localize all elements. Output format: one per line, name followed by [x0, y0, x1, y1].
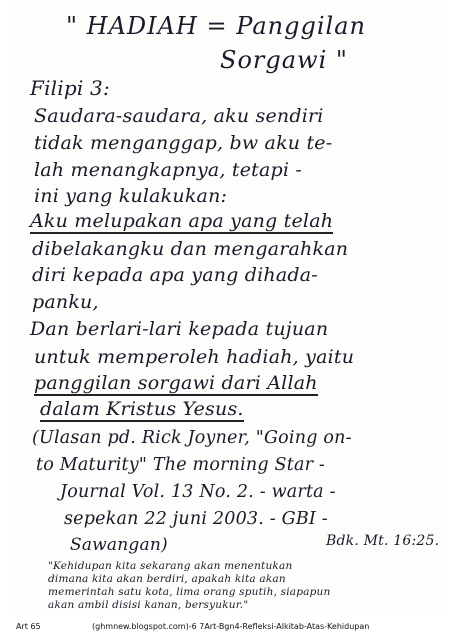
text-line: Dan berlari-lari kepada tujuan — [30, 318, 329, 340]
cross-reference: Bdk. Mt. 16:25. — [326, 533, 440, 549]
handwritten-page — [8, 2, 448, 614]
text-line-underlined: Aku melupakan apa yang telah — [30, 210, 334, 232]
quote-line: memerintah satu kota, lima orang sputih, siapapun — [48, 586, 331, 598]
footer-left-label: Art 65 — [16, 622, 41, 631]
text-line: lah menangkapnya, tetapi - — [34, 159, 303, 181]
footer — [0, 620, 452, 636]
text-line: sepekan 22 juni 2003. - GBI - — [64, 509, 328, 529]
title-line-2: Sorgawi " — [220, 46, 348, 74]
text-line: Journal Vol. 13 No. 2. - warta - — [60, 482, 336, 502]
text-line: ini yang kulakukan: — [34, 185, 228, 207]
quote-line: dimana kita akan berdiri, apakah kita akan — [48, 573, 286, 585]
text-line: Saudara-saudara, aku sendiri — [34, 105, 324, 127]
text-line: tidak menganggap, bw aku te- — [34, 132, 333, 154]
text-line: diri kepada apa yang dihada- — [32, 264, 318, 286]
text-line-underlined: panggilan sorgawi dari Allah — [34, 372, 318, 394]
title-line-1: " HADIAH = Panggilan — [66, 12, 366, 40]
text-line: panku, — [32, 291, 99, 313]
verse-reference: Filipi 3: — [30, 76, 110, 100]
footer-source-link[interactable]: (ghmnew.blogspot.com)-6 7Art-Bgn4-Refleksi-Alkitab-Atas-Kehidupan — [92, 622, 370, 631]
text-line: (Ulasan pd. Rick Joyner, "Going on- — [32, 428, 352, 448]
text-line-underlined: dalam Kristus Yesus. — [40, 398, 244, 420]
text-line: dibelakangku dan mengarahkan — [32, 238, 349, 260]
quote-line: akan ambil disisi kanan, bersyukur." — [48, 599, 249, 611]
text-line: Sawangan) — [70, 535, 168, 555]
text-line: untuk memperoleh hadiah, yaitu — [34, 346, 355, 368]
quote-line: "Kehidupan kita sekarang akan menentukan — [48, 560, 293, 572]
text-line: to Maturity" The morning Star - — [36, 455, 326, 475]
